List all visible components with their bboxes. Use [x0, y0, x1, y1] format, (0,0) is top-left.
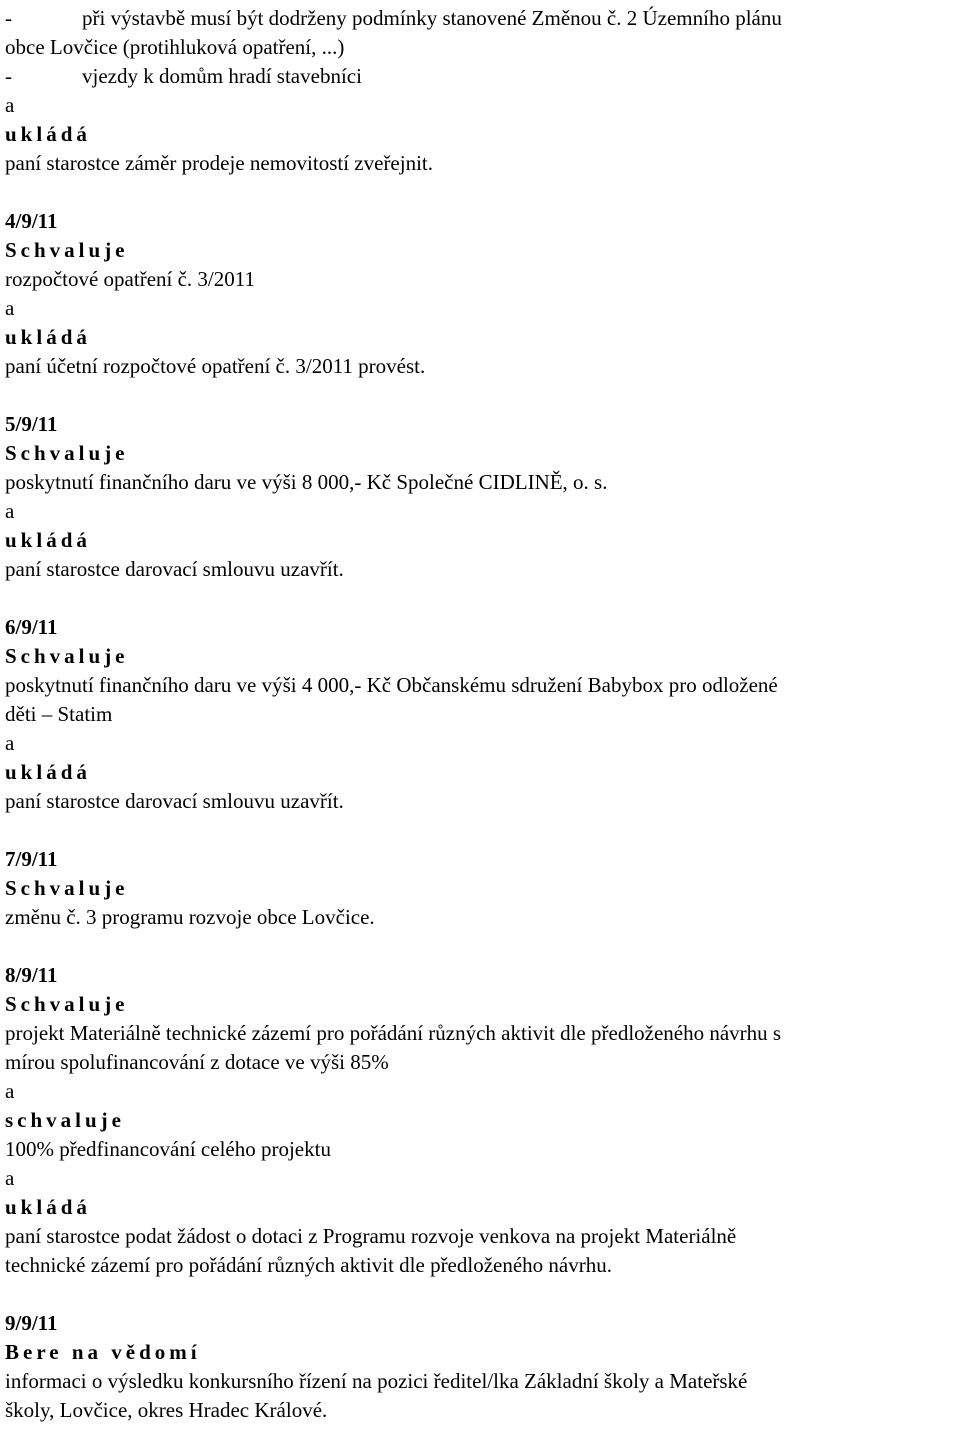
resolution-verb-9: Bere na vědomí [5, 1340, 201, 1364]
resolution-text-6b: děti – Statim [5, 702, 113, 726]
intro-verb: ukládá [5, 122, 91, 146]
resolution-verb-4: Schvaluje [5, 238, 129, 262]
resolution-text-8b: mírou spolufinancování z dotace ve výši 85% [5, 1050, 389, 1074]
intro-line-2: obce Lovčice (protihluková opatření, ...) [5, 35, 345, 59]
resolution-task-5: paní starostce darovací smlouvu uzavřít. [5, 557, 344, 581]
intro-line-1 [5, 4, 782, 32]
resolution-verb-5: Schvaluje [5, 441, 129, 465]
resolution-task-8b: technické zázemí pro pořádání různých aktivit dle předloženého návrhu. [5, 1253, 612, 1277]
resolution-text-8a: projekt Materiálně technické zázemí pro pořádání různých aktivit dle předloženého návrhu s [5, 1021, 782, 1045]
intro-text-3: vjezdy k domům hradí stavebníci [82, 64, 362, 88]
resolution-task-6: paní starostce darovací smlouvu uzavřít. [5, 789, 344, 813]
resolution-number-9: 9/9/11 [5, 1311, 58, 1335]
intro-line-3 [5, 62, 362, 90]
resolution-text-8c: 100% předfinancování celého projektu [5, 1137, 331, 1161]
resolution-number-4: 4/9/11 [5, 209, 58, 233]
intro-dash-1: - [5, 6, 12, 30]
resolution-conjunction-5: a [5, 499, 15, 523]
resolution-text-7: změnu č. 3 programu rozvoje obce Lovčice. [5, 905, 375, 929]
resolution-conjunction-4: a [5, 296, 15, 320]
resolution-text-6a: poskytnutí finančního daru ve výši 4 000,- Kč Občanskému sdružení Babybox pro odložené [5, 673, 778, 697]
resolution-conjunction-8a: a [5, 1079, 15, 1103]
resolution-number-7: 7/9/11 [5, 847, 58, 871]
resolution-verb2-5: ukládá [5, 528, 91, 552]
resolution-text-9b: školy, Lovčice, okres Hradec Králové. [5, 1398, 328, 1422]
intro-conjunction: a [5, 93, 15, 117]
resolution-verb2-4: ukládá [5, 325, 91, 349]
resolution-verb-8: Schvaluje [5, 992, 129, 1016]
resolution-number-6: 6/9/11 [5, 615, 58, 639]
intro-text-1: při výstavbě musí být dodrženy podmínky stanovené Změnou č. 2 Územního plánu [82, 6, 782, 30]
resolution-verb2-6: ukládá [5, 760, 91, 784]
resolution-verb3-8: ukládá [5, 1195, 91, 1219]
resolution-verb-7: Schvaluje [5, 876, 129, 900]
intro-task: paní starostce záměr prodeje nemovitostí zveřejnit. [5, 151, 434, 175]
resolution-text-4: rozpočtové opatření č. 3/2011 [5, 267, 255, 291]
resolution-conjunction-8b: a [5, 1166, 15, 1190]
resolution-verb2-8: schvaluje [5, 1108, 125, 1132]
resolution-verb-6: Schvaluje [5, 644, 129, 668]
resolution-task-8a: paní starostce podat žádost o dotaci z Programu rozvoje venkova na projekt Materiálně [5, 1224, 737, 1248]
resolution-task-4: paní účetní rozpočtové opatření č. 3/2011 provést. [5, 354, 426, 378]
resolution-number-8: 8/9/11 [5, 963, 58, 987]
intro-dash-3: - [5, 64, 12, 88]
resolution-conjunction-6: a [5, 731, 15, 755]
resolution-number-5: 5/9/11 [5, 412, 58, 436]
resolution-text-9a: informaci o výsledku konkursního řízení na pozici ředitel/lka Základní školy a Mateřské [5, 1369, 748, 1393]
resolution-text-5: poskytnutí finančního daru ve výši 8 000,- Kč Společné CIDLINĚ, o. s. [5, 470, 608, 494]
